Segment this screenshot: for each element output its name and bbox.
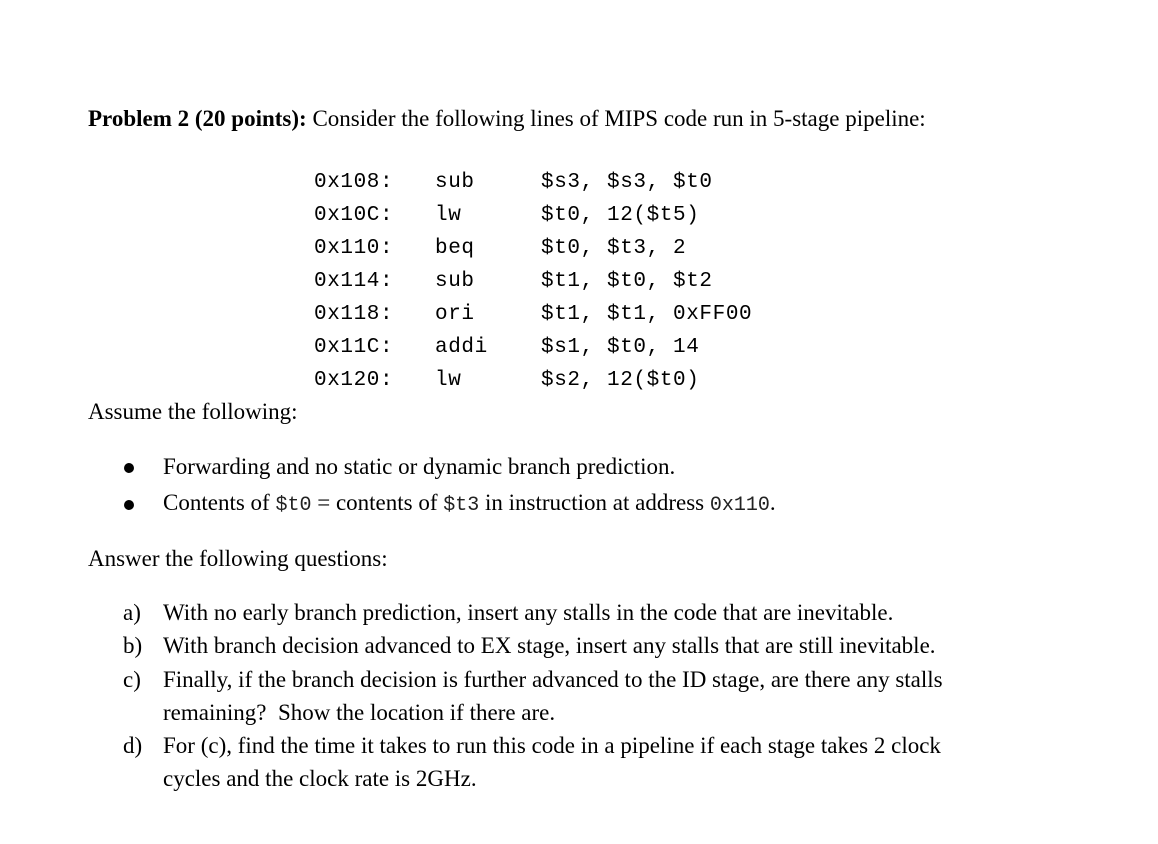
code-operands: $s1, $t0, 14 [541,336,700,359]
code-opcode: sub [435,270,475,293]
code-address: 0x108: [314,171,394,194]
code-opcode: lw [435,204,462,227]
question-text: Finally, if the branch decision is further advanced to the ID stage, are there any stalls [163,667,943,692]
problem-heading-bold: Problem 2 (20 points): [88,106,307,131]
assume-title: Assume the following: [88,399,298,424]
question-text-continued: cycles and the clock rate is 2GHz. [163,766,477,791]
question-label: d) [123,733,143,758]
problem-heading [88,106,926,132]
question-label: b) [123,633,143,658]
code-operands: $t1, $t0, $t2 [541,270,713,293]
bullet-2-text-1: Contents of [163,490,276,515]
code-opcode: lw [435,369,462,392]
bullet-2-text-3: in instruction at address [479,490,710,515]
code-operands: $t0, 12($t5) [541,204,700,227]
code-address: 0x118: [314,303,394,326]
code-address: 0x110: [314,237,394,260]
question-label: c) [123,667,141,692]
code-opcode: beq [435,237,475,260]
code-opcode: ori [435,303,475,326]
bullet-2-end: . [769,490,776,515]
question-text: With no early branch prediction, insert any stalls in the code that are inevitable. [163,600,894,625]
address-value: 0x110 [709,494,770,517]
code-address: 0x120: [314,369,394,392]
register-t3: $t3 [443,494,480,517]
code-address: 0x114: [314,270,394,293]
assume-bullet-2 [163,490,776,517]
mips-code-block [314,167,874,397]
bullet-dot [124,500,134,510]
code-address: 0x11C: [314,336,394,359]
answer-title: Answer the following questions: [88,546,388,571]
code-operands: $s2, 12($t0) [541,369,700,392]
code-address: 0x10C: [314,204,394,227]
question-text: For (c), find the time it takes to run this code in a pipeline if each stage takes 2 clock [163,733,941,758]
question-text-continued: remaining? Show the location if there are. [163,700,556,725]
question-text: With branch decision advanced to EX stage, insert any stalls that are still inevitable. [163,633,936,658]
problem-heading-text: Consider the following lines of MIPS code run in 5-stage pipeline: [312,106,926,131]
question-label: a) [123,600,141,625]
code-operands: $s3, $s3, $t0 [541,171,713,194]
bullet-dot [124,463,134,473]
register-t0: $t0 [275,494,312,517]
bullet-2-text-2: = contents of [311,490,444,515]
code-opcode: sub [435,171,475,194]
assume-bullet-1: Forwarding and no static or dynamic branch prediction. [163,454,676,479]
code-opcode: addi [435,336,488,359]
code-operands: $t0, $t3, 2 [541,237,687,260]
code-operands: $t1, $t1, 0xFF00 [541,303,753,326]
